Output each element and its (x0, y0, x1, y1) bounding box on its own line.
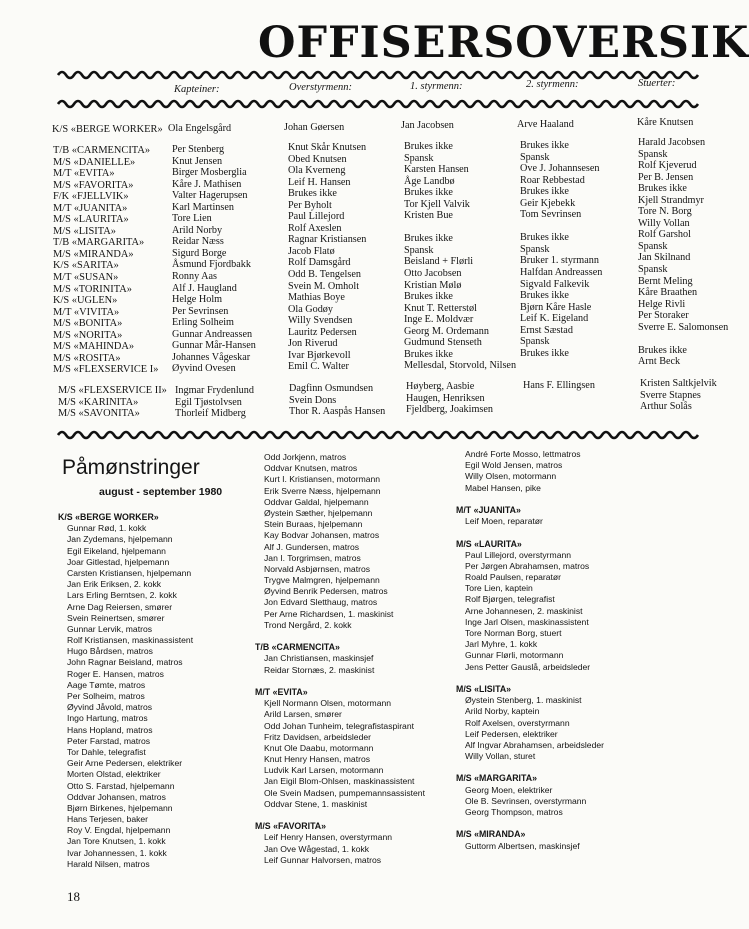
vessel-name: M/S «MIRANDA» (53, 248, 134, 260)
officer-1-styrmann: Brukes ikke (404, 141, 453, 152)
officer-2-styrmann: Hans F. Ellingsen (523, 380, 595, 391)
officer-stuert: Willy Vollan (638, 217, 690, 229)
officer-overstyrmann: Jon Riverud (288, 338, 338, 350)
crew-entry: Rolf Axelsen, overstyrmann (465, 717, 570, 728)
officer-1-styrmann: Brukes ikke (404, 348, 453, 360)
vessel-name: M/T «EVITA» (53, 168, 115, 180)
crew-entry: Tor Dahle, telegrafist (67, 746, 146, 757)
crew-entry: Hans Terjesen, baker (67, 814, 149, 825)
officer-kaptein: Ola Engelsgård (168, 123, 232, 134)
crew-entry: Øystein Stenberg, 1. maskinist (465, 695, 582, 706)
officer-1-styrmann: Otto Jacobsen (404, 268, 462, 280)
crew-entry: Jan Erik Eriksen, 2. kokk (67, 579, 162, 590)
officer-kaptein: Per Stenberg (172, 144, 225, 155)
officer-kaptein: Thorleif Midberg (175, 408, 246, 420)
officer-overstyrmann: Dagfinn Osmundsen (289, 383, 374, 394)
vessel-name: M/T «JUANITA» (53, 202, 128, 214)
vessel-name: M/S «ROSITA» (53, 352, 121, 364)
crew-entry: Øyvind Benrik Pedersen, matros (264, 586, 388, 597)
officer-stuert: Kåre Knutsen (637, 117, 694, 128)
crew-entry: Leif Gunnar Halvorsen, matros (264, 854, 382, 865)
vessel-name: M/T «SUSAN» (53, 272, 119, 284)
officer-kaptein: Tore Lien (172, 213, 212, 225)
officer-kaptein: Helge Holm (172, 294, 223, 306)
crew-entry: Norvald Asbjørnsen, matros (264, 563, 371, 574)
officer-1-styrmann: Gudmund Stenseth (404, 337, 482, 349)
ship-heading: M/T «EVITA» (255, 686, 308, 697)
vessel-name: M/S «FLEXSERVICE II» (58, 385, 167, 396)
officer-overstyrmann: Willy Svendsen (288, 315, 353, 327)
overstyrmenn-column (288, 142, 366, 373)
styrmenn-2-column (520, 140, 602, 371)
crew-entry: Paul Lillejord, overstyrmann (465, 549, 572, 560)
officer-stuert: Rolf Kjeverud (638, 160, 697, 172)
crew-entry: Gunnar Flørli, motormann (465, 650, 564, 661)
officer-1-styrmann: Brukes ikke (404, 187, 453, 199)
spacer (264, 676, 425, 687)
officer-2-styrmann: Spansk (520, 151, 550, 163)
crew-entry: Mabel Hansen, pike (465, 482, 541, 493)
crew-entry: John Ragnar Beisland, matros (67, 657, 183, 668)
crew-entry: Hugo Bårdsen, matros (67, 646, 153, 657)
vessel-name: M/S «BONITA» (53, 318, 123, 330)
officer-1-styrmann: Karsten Hansen (404, 164, 469, 176)
officer-2-styrmann (523, 403, 595, 415)
officer-2-styrmann: Brukes ikke (520, 290, 569, 302)
officer-2-styrmann (523, 392, 595, 404)
vessel-name: M/S «MAHINDA» (53, 341, 135, 353)
spacer (465, 527, 604, 538)
officer-overstyrmann: Ola Godøy (288, 303, 333, 315)
officer-1-styrmann: Spansk (404, 244, 434, 256)
crew-entry: Roald Paulsen, reparatør (465, 572, 562, 583)
crew-entry: Arild Larsen, smører (264, 709, 342, 720)
officer-stuert: Kåre Braathen (638, 287, 698, 299)
officer-2-styrmann: Brukes ikke (520, 186, 569, 198)
officer-kaptein: Alf J. Haugland (172, 282, 237, 294)
officer-stuert: Rolf Garshol (638, 229, 691, 241)
officer-1-styrmann: Fjeldberg, Joakimsen (406, 404, 493, 416)
vessel-name: M/S «KARINITA» (58, 396, 139, 408)
overstyrmenn-column-bottom (289, 383, 385, 418)
crew-entry: Oddvar Johansen, matros (67, 791, 166, 802)
crew-entry: Lars Erling Berntsen, 2. kokk (67, 590, 177, 601)
crew-entry: Willy Vollan, sturet (465, 751, 536, 762)
officer-2-styrmann: Spansk (520, 336, 550, 348)
crew-entry: André Forte Mosso, lettmatros (465, 449, 581, 459)
crew-entry: Erik Sverre Næss, hjelpemann (264, 485, 381, 496)
crew-entry: Bjørn Birkenes, hjelpemann (67, 802, 173, 813)
crew-entry: Oddvar Knutsen, matros (264, 463, 358, 474)
crew-entry: Jarl Myhre, 1. kokk (465, 639, 538, 650)
crew-entry: Arne Dag Reiersen, smører (67, 601, 173, 612)
officer-kaptein: Kåre J. Mathisen (172, 178, 242, 190)
vessel-name: F/K «FJELLVIK» (53, 191, 129, 203)
officer-1-styrmann: Inge E. Moldvær (404, 314, 474, 326)
officer-2-styrmann: Brukes ikke (520, 347, 569, 359)
crew-entry: Kjell Normann Olsen, motormann (264, 698, 392, 709)
crew-entry: Arild Norby, kaptein (465, 706, 540, 717)
wavy-divider-header (58, 97, 700, 111)
spacer (264, 810, 425, 821)
wavy-divider-top (58, 68, 700, 82)
officer-kaptein: Arild Norby (172, 224, 223, 236)
officer-stuert: Helge Rivli (638, 298, 686, 310)
crew-entry: Ludvik Karl Larsen, motormann (264, 765, 384, 776)
officer-stuert: Tore N. Borg (638, 206, 692, 218)
ship-heading: M/S «MIRANDA» (456, 829, 526, 840)
crew-entry: Leif Pedersen, elektriker (465, 728, 558, 739)
crew-entry: Jan Christiansen, maskinsjef (264, 653, 374, 664)
officer-kaptein: Sigurd Borge (172, 247, 227, 259)
crew-entry: Willy Olsen, motormann (465, 471, 557, 482)
officer-2-styrmann: Ove J. Johannsesen (520, 163, 600, 175)
crew-entry: Oddvar Galdal, hjelpemann (264, 496, 369, 507)
crew-entry: Ingo Hartung, matros (67, 713, 148, 724)
vessel-column (53, 145, 158, 376)
officer-overstyrmann: Rolf Axeslen (288, 222, 342, 234)
crew-entry: Ole Svein Madsen, pumpemannsassistent (264, 787, 425, 798)
officer-stuert: Spansk (638, 264, 668, 276)
crew-entry: Hans Hopland, matros (67, 724, 153, 735)
officer-1-styrmann: Haugen, Henriksen (406, 392, 485, 404)
crew-entry: Jan Tore Knutsen, 1. kokk (67, 836, 166, 847)
officer-1-styrmann (404, 222, 516, 234)
ship-heading: M/T «JUANITA» (456, 504, 521, 515)
crew-entry: Otto S. Farstad, hjelpemann (67, 780, 175, 791)
crew-entry: Peter Farstad, matros (67, 735, 151, 746)
officer-2-styrmann: Brukes ikke (520, 232, 569, 244)
officer-kaptein: Per Sevrinsen (172, 305, 229, 317)
officer-stuert: Per B. Jensen (638, 171, 694, 183)
officer-2-styrmann (520, 359, 602, 371)
officer-overstyrmann: Obed Knutsen (288, 153, 347, 165)
officer-1-styrmann: Mellesdal, Storvold, Nilsen (404, 360, 517, 372)
section-subtitle: august - september 1980 (99, 486, 223, 498)
crew-entry: Per Arne Richardsen, 1. maskinist (264, 608, 394, 619)
stuerter-column (638, 137, 728, 368)
officer-stuert: Kristen Saltkjelvik (640, 378, 717, 389)
crew-entry: Alf Ingvar Abrahamsen, arbeidsleder (465, 739, 605, 750)
crew-entry: Morten Olstad, elektriker (67, 769, 161, 780)
officer-1-styrmann: Brukes ikke (404, 233, 453, 245)
officer-stuert: Arnt Beck (638, 356, 681, 368)
vessel-name: M/S «DANIELLE» (53, 156, 136, 168)
spacer (465, 494, 604, 505)
crew-entry: Øystein Sæther, hjelpemann (264, 507, 373, 518)
crew-entry: Øyvind Jåvold, matros (67, 702, 153, 713)
section-title: Påmønstringer (62, 456, 200, 479)
officer-kaptein: Reidar Næss (172, 236, 224, 248)
officer-stuert: Bernt Meling (638, 275, 693, 287)
page-title: OFFISERSOVERSIK (258, 18, 749, 68)
officer-2-styrmann: Halfdan Andreassen (520, 267, 603, 279)
crew-entry: Aage Tømte, matros (67, 679, 146, 690)
officer-1-styrmann: Kristian Mølø (404, 279, 462, 291)
vessel-name: M/T «VIVITA» (53, 306, 120, 318)
crew-entry: Ole B. Sevrinsen, overstyrmann (465, 795, 587, 806)
crew-entry: Reidar Stornæs, 2. maskinist (264, 664, 375, 675)
crew-entry: Alf J. Gundersen, matros (264, 541, 360, 552)
officer-1-styrmann: Georg M. Ordemann (404, 325, 489, 337)
officer-kaptein: Åsmund Fjordbakk (172, 259, 251, 271)
officer-stuert (638, 333, 728, 345)
officer-1-styrmann: Brukes ikke (404, 291, 453, 303)
officer-overstyrmann: Svein M. Omholt (288, 280, 360, 292)
officer-1-styrmann: Tor Kjell Valvik (404, 198, 470, 210)
styrmenn-1-column-bottom (406, 381, 493, 416)
crew-entry: Arne Johannesen, 2. maskinist (465, 605, 583, 616)
officer-overstyrmann: Emil C. Walter (288, 361, 349, 373)
officer-kaptein: Egil Tjøstolvsen (175, 396, 242, 408)
vessel-name: T/B «CARMENCITA» (53, 145, 151, 156)
page-number: 18 (67, 889, 80, 904)
vessel-name: K/S «BERGE WORKER» (52, 124, 163, 135)
officer-2-styrmann (520, 221, 602, 233)
officer-kaptein: Knut Jensen (172, 155, 223, 167)
officer-overstyrmann: Per Byholt (288, 199, 332, 211)
officer-kaptein: Erling Solheim (172, 317, 234, 329)
officer-stuert: Per Storaker (638, 310, 689, 322)
header-kapteiner: Kapteiner: (174, 84, 220, 95)
crew-entry: Knut Henry Hansen, matros (264, 754, 371, 765)
crew-entry: Carsten Kristiansen, hjelpemann (67, 567, 192, 578)
vessel-name: M/S «NORITA» (53, 329, 123, 341)
officer-stuert: Sverre Stapnes (640, 389, 701, 401)
officer-2-styrmann: Geir Kjebekk (520, 197, 576, 209)
crew-entry: Trygve Malmgren, hjelpemann (264, 575, 380, 586)
crew-entry: Svein Reinertsen, smører (67, 612, 165, 623)
kapteiner-column-bottom (175, 385, 254, 420)
officer-overstyrmann: Svein Dons (289, 394, 337, 406)
ship-heading: K/S «BERGE WORKER» (58, 512, 159, 522)
vessel-name: M/S «LAURITA» (53, 214, 129, 226)
header-styrmenn-1: 1. styrmenn: (410, 81, 463, 92)
crew-entry: Knut Ole Daabu, motormann (264, 742, 374, 753)
officer-overstyrmann: Johan Gøersen (284, 122, 345, 133)
crew-entry: Guttorm Albertsen, maskinsjef (465, 840, 580, 851)
officer-2-styrmann: Tom Sevrinsen (520, 209, 582, 221)
stuerter-column-bottom (640, 378, 717, 413)
crew-entry: Gunnar Rød, 1. kokk (67, 523, 147, 534)
crew-entry: Trond Nergård, 2. kokk (264, 619, 352, 630)
crew-entry: Kay Bodvar Johansen, matros (264, 530, 380, 541)
vessel-name: K/S «UGLEN» (53, 295, 118, 307)
officer-overstyrmann: Brukes ikke (288, 188, 337, 200)
crew-entry: Per Jørgen Abrahamsen, matros (465, 560, 590, 571)
officer-overstyrmann: Ragnar Kristiansen (288, 234, 367, 246)
crew-entry: Kurt I. Kristiansen, motormann (264, 474, 381, 485)
officer-2-styrmann: Leif K. Eigeland (520, 313, 589, 325)
officer-2-styrmann: Ernst Sæstad (520, 324, 573, 336)
officer-overstyrmann: Knut Skår Knutsen (288, 142, 367, 153)
ship-heading: M/S «FAVORITA» (255, 821, 327, 832)
officer-stuert: Brukes ikke (638, 183, 687, 195)
styrmenn-2-column-bottom (523, 380, 595, 415)
officer-overstyrmann: Mathias Boye (288, 292, 345, 304)
crew-entry: Ivar Johannessen, 1. kokk (67, 847, 167, 858)
officer-overstyrmann: Lauritz Pedersen (288, 326, 357, 338)
crew-entry: Inge Jarl Olsen, maskinassistent (465, 616, 589, 627)
vessel-name: M/S «FLEXSERVICE I» (53, 364, 159, 376)
officer-stuert: Harald Jacobsen (638, 137, 706, 148)
crew-entry: Odd Johan Tunheim, telegrafistaspirant (264, 720, 415, 731)
crew-entry: Joar Gitlestad, hjelpemann (67, 556, 170, 567)
officer-1-styrmann: Kristen Bue (404, 210, 453, 222)
ship-heading: M/S «MARGARITA» (456, 773, 537, 784)
officer-kaptein: Valter Hagerupsen (172, 190, 248, 202)
officer-stuert: Brukes ikke (638, 344, 687, 356)
officer-kaptein: Birger Mosberglia (172, 167, 247, 179)
crew-entry: Geir Arne Pedersen, elektriker (67, 758, 183, 769)
crew-entry: Gunnar Lervik, matros (67, 623, 153, 634)
officer-kaptein: Ingmar Frydenlund (175, 385, 254, 396)
spacer (465, 818, 604, 829)
vessel-name: M/S «SAVONITA» (58, 408, 140, 420)
crew-entry: Leif Moen, reparatør (465, 516, 543, 527)
officer-stuert: Jan Skilnand (638, 252, 691, 264)
officer-1-styrmann: Knut T. Retterstøl (404, 302, 477, 314)
officer-overstyrmann: Odd B. Tengelsen (288, 269, 361, 281)
officer-stuert: Spansk (638, 240, 668, 252)
officer-1-styrmann: Høyberg, Aasbie (406, 381, 475, 392)
vessel-column-bottom (58, 385, 167, 420)
crew-entry: Harald Nilsen, matros (67, 858, 150, 869)
header-styrmenn-2: 2. styrmenn: (526, 79, 579, 90)
officer-overstyrmann: Leif H. Hansen (288, 176, 351, 188)
crew-entry: Roger E. Hansen, matros (67, 668, 164, 679)
officer-2-styrmann: Roar Rebbestad (520, 174, 585, 186)
crew-entry: Georg Thompson, matros (465, 807, 563, 817)
crew-entry: Fritz Davidsen, arbeidsleder (264, 731, 371, 742)
musterings-column-3 (456, 449, 605, 852)
spacer (465, 673, 604, 684)
ship-heading: M/S «LAURITA» (456, 538, 522, 549)
officer-2-styrmann: Bruker 1. styrmann (520, 255, 599, 267)
officer-2-styrmann: Brukes ikke (520, 140, 569, 151)
officer-overstyrmann: Paul Lillejord (288, 211, 345, 223)
vessel-name: M/S «TORINITA» (53, 283, 132, 295)
crew-entry: Georg Moen, elektriker (465, 784, 553, 795)
officer-stuert: Spansk (638, 148, 668, 160)
officer-2-styrmann: Arve Haaland (517, 119, 574, 130)
officer-2-styrmann: Bjørn Kåre Hasle (520, 301, 592, 313)
header-stuerter: Stuerter: (638, 78, 676, 89)
crew-entry: Per Solheim, matros (67, 691, 145, 701)
officer-kaptein: Johannes Vågeskar (172, 351, 251, 363)
crew-entry: Egil Wold Jensen, matros (465, 460, 563, 471)
vessel-name: M/S «LISITA» (53, 225, 116, 237)
spacer (264, 631, 425, 642)
vessel-name: T/B «MARGARITA» (53, 237, 145, 249)
crew-entry: Tore Lien, kaptein (465, 583, 533, 594)
ship-heading: T/B «CARMENCITA» (255, 642, 340, 653)
crew-entry: Leif Henry Hansen, overstyrmann (264, 832, 393, 843)
crew-entry: Jens Petter Gauslå, arbeidsleder (465, 661, 591, 672)
spacer (465, 762, 604, 773)
crew-entry: Jan I. Torgrimsen, matros (264, 552, 361, 563)
crew-entry: Stein Buraas, hjelpemann (264, 519, 363, 530)
crew-entry: Roy V. Engdal, hjelpemann (67, 825, 171, 836)
officer-overstyrmann: Thor R. Aaspås Hansen (289, 406, 386, 418)
crew-entry: Jan Zydemans, hjelpemann (67, 534, 173, 545)
officer-2-styrmann: Sigvald Falkevik (520, 278, 590, 290)
officer-overstyrmann: Jacob Flatø (288, 245, 335, 257)
crew-entry: Jan Ove Wågestad, 1. kokk (264, 843, 370, 854)
officer-overstyrmann: Ivar Bjørkevoll (288, 349, 351, 361)
crew-entry: Egil Eikeland, hjelpemann (67, 545, 166, 556)
vessel-name: K/S «SARITA» (53, 260, 119, 272)
kapteiner-column (172, 144, 256, 375)
crew-entry: Rolf Bjørgen, telegrafist (465, 594, 555, 605)
crew-entry: Oddvar Stene, 1. maskinist (264, 798, 368, 809)
officer-kaptein: Ronny Aas (172, 271, 217, 283)
officer-kaptein: Karl Martinsen (172, 201, 234, 213)
crew-entry: Jon Edvard Sletthaug, matros (264, 597, 378, 608)
officer-kaptein: Øyvind Ovesen (172, 363, 236, 375)
officer-1-styrmann: Jan Jacobsen (401, 120, 454, 131)
officer-1-styrmann: Åge Landbø (404, 175, 455, 187)
wavy-divider-section (58, 428, 700, 442)
header-overstyrmenn: Overstyrmenn: (289, 82, 352, 93)
styrmenn-1-column (404, 141, 516, 372)
musterings-column-1 (58, 512, 194, 870)
crew-entry: Jan Eigil Blom-Ohlsen, maskinassistent (264, 776, 415, 787)
vessel-name: M/S «FAVORITA» (53, 179, 134, 191)
ship-heading: M/S «LISITA» (456, 683, 512, 694)
crew-entry: Tore Norman Borg, stuert (465, 628, 562, 638)
officer-kaptein: Gunnar Mår-Hansen (172, 340, 256, 352)
officer-stuert: Kjell Strandmyr (638, 194, 704, 206)
officer-1-styrmann: Beisland + Flørli (404, 256, 474, 268)
officer-2-styrmann: Spansk (520, 243, 550, 255)
officer-1-styrmann: Spansk (404, 152, 434, 164)
officer-stuert: Sverre E. Salomonsen (638, 321, 729, 333)
musterings-column-2 (255, 452, 425, 866)
officer-kaptein: Gunnar Andreassen (172, 328, 253, 340)
officer-stuert: Arthur Solås (640, 401, 692, 413)
crew-entry: Rolf Kristiansen, maskinassistent (67, 635, 194, 646)
crew-entry: Odd Jorkjenn, matros (264, 452, 347, 462)
officer-overstyrmann: Ola Kverneng (288, 165, 346, 177)
officer-overstyrmann: Rolf Damsgård (288, 257, 351, 269)
